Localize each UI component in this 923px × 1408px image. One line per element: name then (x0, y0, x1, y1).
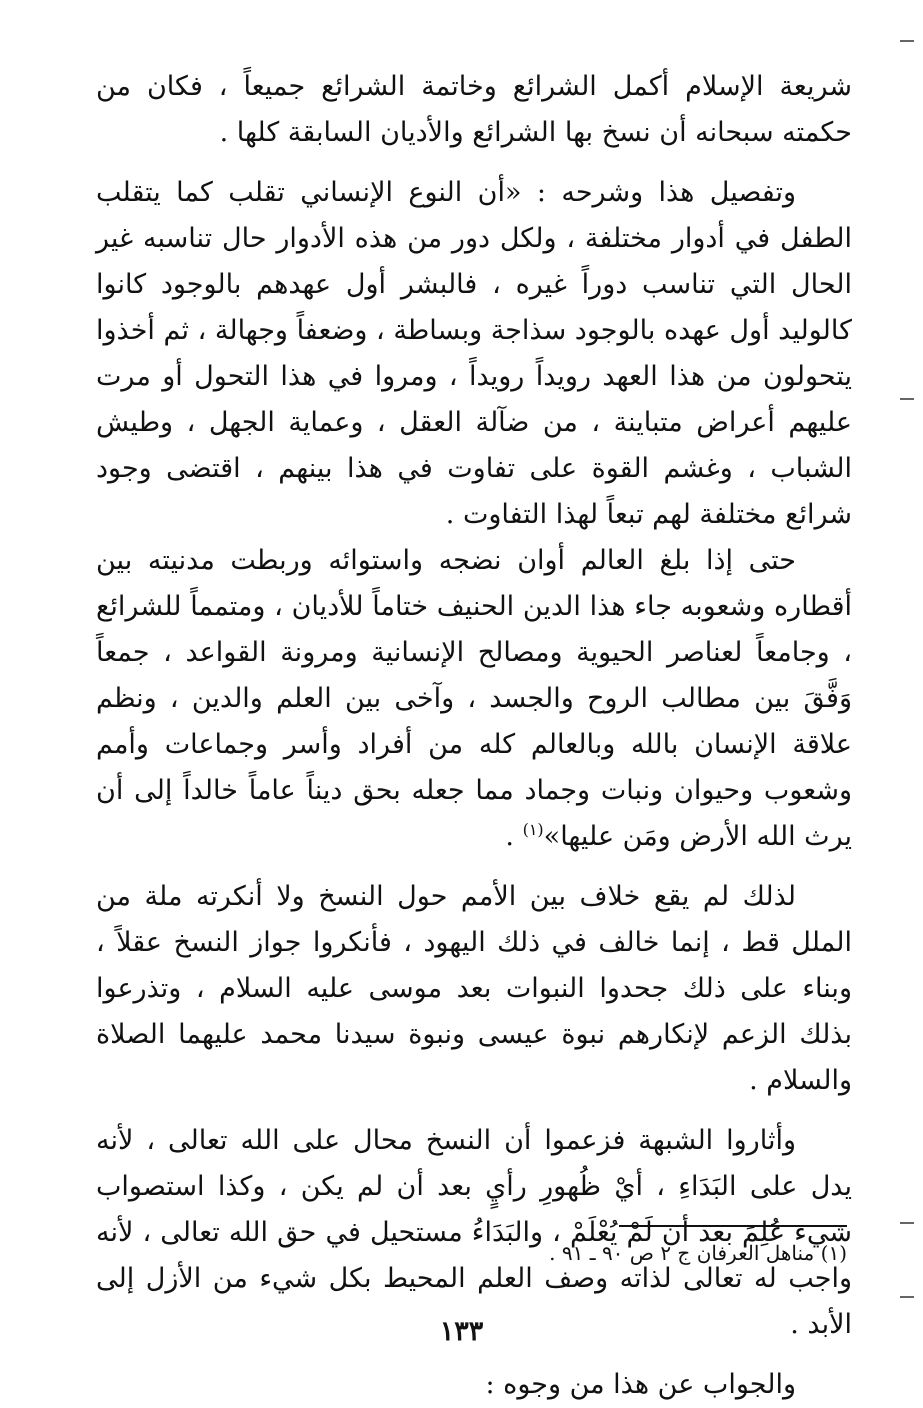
paragraph-3-end: . (505, 821, 523, 852)
page-number: ١٣٣ (439, 1316, 484, 1347)
paragraph-5: وأثاروا الشبهة فزعموا أن النسخ محال على الله تعالى ، لأنه يدل على البَدَاءِ ، أيْ ظُهورِ رأيٍ بعد أن لم يكن ، وكذا استصواب شيء عُلِمَ بعد أن لَمْ يُعْلَمْ ، والبَدَاءُ مستحيل في حق الله تعالى ، لأنه واجب له تعالى لذاته وصف العلم المحيط بكل شيء من الأزل إلى الأبد . (96, 1125, 852, 1340)
scan-edge-mark (900, 1296, 914, 1298)
paragraph-2: وتفصيل هذا وشرحه : «أن النوع الإنساني تقلب كما يتقلب الطفل في أدوار مختلفة ، ولكل دور من هذه الأدوار حال تناسبه غير الحال التي تناسب دوراً غيره ، فالبشر أول عهدهم بالوجود كانوا كالوليد أول عهده بالوجود سذاجة وبساطة ، وضعفاً وجهالة ، ثم أخذوا يتحولون من هذا العهد رويداً رويداً ، ومروا في هذا التحول أو مرت عليهم أعراض متباينة ، من ضآلة العقل ، وعماية الجهل ، وطيش الشباب ، وغشم القوة على تفاوت في هذا بينهم ، اقتضى وجود شرائع مختلفة لهم تبعاً لهذا التفاوت . (96, 177, 852, 530)
paragraph-4: لذلك لم يقع خلاف بين الأمم حول النسخ ولا أنكرته ملة من الملل قط ، إنما خالف في ذلك اليهود ، فأنكروا جواز النسخ عقلاً ، وبناء على ذلك جحدوا النبوات بعد موسى عليه السلام ، وتذرعوا بذلك الزعم لإنكارهم نبوة عيسى ونبوة سيدنا محمد عليهما الصلاة والسلام . (96, 881, 852, 1096)
paragraph-3-text: حتى إذا بلغ العالم أوان نضجه واستوائه وربطت مدنيته بين أقطاره وشعوبه جاء هذا الدين الحنيف ختاماً للأديان ، ومتمماً للشرائع ، وجامعاً لعناصر الحيوية ومصالح الإنسانية ومرونة القواعد ، جمعاً وَفَّقَ بين مطالب الروح والجسد ، وآخى بين العلم والدين ، ونظم علاقة الإنسان بالله وبالعالم كله من أفراد وأسر وجماعات وأمم وشعوب وحيوان ونبات وجماد مما جعله بحق ديناً عاماً خالداً إلى أن يرث الله الأرض ومَن عليها» (96, 545, 852, 852)
paragraph-3 (96, 538, 852, 860)
scan-edge-mark (900, 398, 914, 400)
footnote-separator (619, 1225, 847, 1227)
footnote-reference: (١) (522, 820, 544, 839)
paragraph-1: شريعة الإسلام أكمل الشرائع وخاتمة الشرائع جميعاً ، فكان من حكمته سبحانه أن نسخ بها الشرائع والأديان السابقة كلها . (96, 71, 852, 148)
scan-edge-mark (900, 40, 914, 42)
scan-edge-mark (900, 1222, 914, 1224)
paragraph-6: والجواب عن هذا من وجوه : (485, 1369, 796, 1400)
footnote: (١) مناهل العرفان ج ٢ ص ٩٠ ـ ٩١ . (549, 1241, 847, 1265)
main-text (96, 64, 852, 1408)
